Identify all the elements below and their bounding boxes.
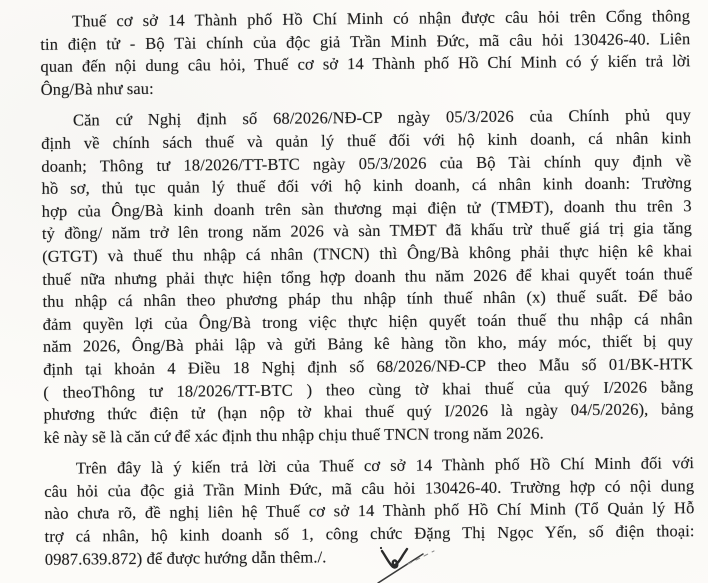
text-line: Căn cứ Nghị định số 68/2026/NĐ-CP ngày 05/3/2026 của Chính phủ quy <box>72 105 692 130</box>
text-line: hợp của Ông/Bà kinh doanh trên sàn thương mại điện tử (TMĐT), doanh thu trên 3 <box>41 195 692 221</box>
text-line: thuế nữa nhưng phải thực hiện tổng hợp doanh thu năm 2026 để khai quyết toán thuế <box>42 263 693 289</box>
text-line: hồ sơ, thủ tục quản lý thuế đối với hộ kinh doanh, cá nhân kinh doanh: Trường <box>41 173 692 198</box>
text-line: năm 2026, Ông/Bà phải lập và gửi Bảng kê hàng tồn kho, máy móc, thiết bị quy <box>42 331 694 357</box>
text-line: doanh; Thông tư 18/2026/TT-BTC ngày 05/3/2026 của Bộ Tài chính quy định về <box>41 150 692 176</box>
text-line: thu nhập cá nhân theo phương pháp thu nhập tính thuế nhân (x) thuế suất. Để bảo <box>42 286 693 311</box>
text-line: đảm quyền lợi của Ông/Bà trong việc thực hiện quyết toán thuế thu nhập cá nhân <box>42 308 693 334</box>
text-line: quan đến nội dung câu hỏi, Thuế cơ sở 14 Thành phố Hồ Chí Minh có ý kiến trả lời <box>40 51 691 77</box>
handwritten-signature-icon <box>372 543 438 583</box>
paragraph-intro <box>40 5 691 101</box>
text-line: Ông/Bà như sau: <box>40 78 154 99</box>
text-line: nào chưa rõ, đề nghị liên hệ Thuế cơ sở 14 Thành phố Hồ Chí Minh (Tổ Quản lý Hỗ <box>44 498 695 524</box>
text-line: tin điện tử - Bộ Tài chính của độc giả Trần Minh Đức, mã câu hỏi 130426-40. Liên <box>40 28 691 54</box>
paragraph-closing <box>44 452 695 571</box>
text-line: định về chính sách thuế và quản lý thuế đối với hộ kinh doanh, cá nhân kinh <box>41 128 692 153</box>
text-line: Trên đây là ý kiến trả lời của Thuế cơ sở 14 Thành phố Hồ Chí Minh đối với <box>75 453 695 478</box>
text-line: định tại khoản 4 Điều 18 Nghị định số 68/2026/NĐ-CP theo Mẫu số 01/BK-HTK <box>43 354 694 379</box>
text-line: tỷ đồng/ năm trở lên trong năm 2026 và sàn TMĐT đã khấu trừ thuế giá trị gia tăng <box>41 218 693 244</box>
text-line: trợ cá nhân, hộ kinh doanh số 1, công chức Đặng Thị Ngọc Yến, số điện thoại: <box>44 521 695 546</box>
letter-body <box>40 5 695 571</box>
text-line: kê này sẽ là căn cứ để xác định thu nhập chịu thuế TNCN trong năm 2026. <box>43 423 544 447</box>
paragraph-legal-basis <box>41 105 694 450</box>
text-line: phương thức điện tử (hạn nộp tờ khai thuế quý I/2026 là ngày 04/5/2026), bảng <box>43 399 694 424</box>
text-line: (GTGT) và thuế thu nhập cá nhân (TNCN) thì Ông/Bà không phải thực hiện kê khai <box>42 241 693 266</box>
text-line: 0987.639.872) để được hướng dẫn thêm./. <box>44 547 327 569</box>
text-line: câu hỏi của độc giả Trần Minh Đức, mã câu hỏi 130426-40. Trường hợp có nội dung <box>44 476 695 501</box>
text-line: ( theoThông tư 18/2026/TT-BTC ) theo cùng tờ khai thuế của quý I/2026 bằng <box>43 376 694 402</box>
text-line: Thuế cơ sở 14 Thành phố Hồ Chí Minh có nhận được câu hỏi trên Cổng thông <box>72 6 691 31</box>
